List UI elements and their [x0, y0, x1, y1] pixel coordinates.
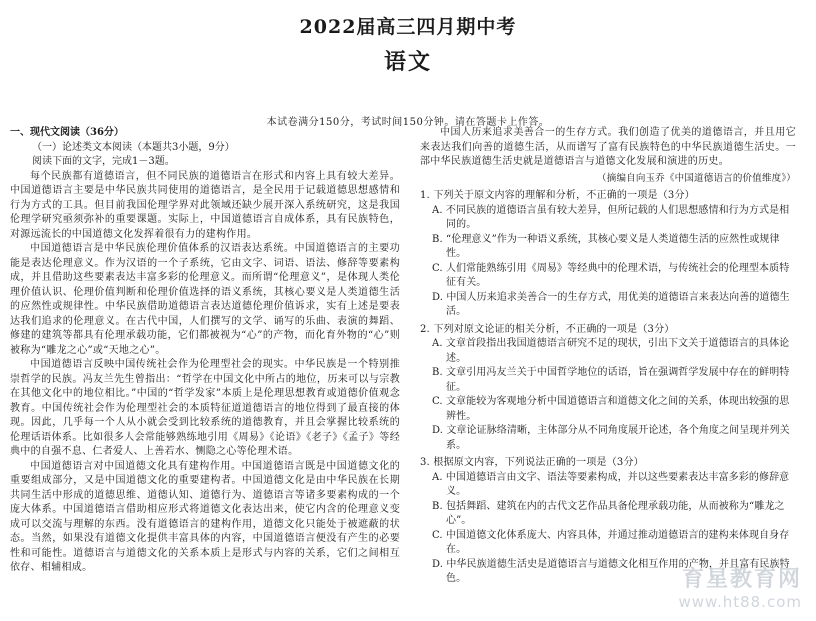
option-b: B. 文章引用冯友兰关于中国哲学地位的话语，旨在强调哲学发展中存在的鲜明特征。: [432, 367, 790, 393]
question-2: [420, 323, 796, 454]
reading-instruction: 阅读下面的文字，完成1－3题。: [32, 156, 175, 167]
passage-paragraph-4: 中国道德语言对中国道德文化具有建构作用。中国道德语言既是中国道德文化的重要组成部分，又是中国道德文化的重要建构者。中国道德文化是由中华民族在长期共同生活中形成的道德思维、道德认知、道德行为、道德语言等诸多要素构成的一个庞大体系。中国道德语言借助相应形式将道德文化表达出来，使它内含的伦理意义变成可以交流与理解的东西。没有道德语言的建构作用，道德文化只能处于被遮蔽的状态。当然，如果没有道德文化提供丰富具体的内容，中国道德语言便没有产生的必要性和可能性。道德语言与道德文化的关系本质上是形式与内容的关系，它们之间相互依存、相辅相成。: [10, 460, 400, 573]
option-c: C. 人们常能熟练引用《周易》等经典中的伦理术语，与传统社会的伦理型本质特征有关。: [432, 262, 790, 288]
option-a: A. 中国道德语言由文字、语法等要素构成，并以这些要素表达丰富多彩的修辞意义。: [432, 471, 790, 497]
question-stem: 2. 下列对原文论证的相关分析，不正确的一项是（3分）: [420, 323, 675, 335]
question-stem: 3. 根据原文内容，下列说法正确的一项是（3分）: [420, 457, 644, 468]
passage-paragraph-2: 中国道德语言是中华民族伦理价值体系的汉语表达系统。中国道德语言的主要功能是表达伦理意义。作为汉语的一个子系统，它由文字、词语、语法、修辞等要素构成，并且借助这些要素表达丰富多彩的伦理意义。而所谓“伦理意义”，是体现人类伦理价值认识、伦理价值判断和伦理价值选择的语义系统，其核心要义是人类道德生活的应然性或规律性。中华民族借助道德语言表达道德伦理价值诉求，实有上述是要表达我们追求的伦理意义。在古代中国，人们撰写的文学、诵写的乐曲、表演的舞蹈、修建的建筑等都具有伦理承载功能，它们都被视为“心”的产物，而化育外物的“心”则被称为“雕龙之心”或“天地之心”。: [10, 243, 400, 356]
passage-paragraph-1: 每个民族都有道德语言，但不同民族的道德语言在形式和内容上具有较大差异。中国道德语言主要是中华民族共同使用的道德语言，是全民用于记载道德思想感情和行为方式的工具。但目前我国伦理学界对此领域还缺少展开深入系统研究，这是我国伦理学研究亟须弥补的重要课题。实际上，中国道德语言自成体系，具有民族特色，对源远流长的中国道德文化发挥着很有力的建构作用。: [10, 170, 400, 240]
section-heading: 一、现代文阅读（36分）: [10, 127, 124, 138]
exam-note: 本试卷满分150分，考试时间150分钟。请在答题卡上作答。: [266, 117, 550, 128]
option-a: A. 不同民族的道德语言虽有较大差异，但所记载的人们思想感情和行为方式是相同的。: [432, 204, 790, 230]
subject-title: 语文: [383, 49, 432, 75]
question-1: [420, 189, 796, 320]
option-d: D. 中华民族道德生活史是道德语言与道德文化相互作用的产物，并且富有民族特色。: [432, 558, 790, 584]
watermark-brand: 育星教育网: [681, 567, 802, 592]
passage-paragraph-5: 中国人历来追求美善合一的生存方式。我们创造了优美的道德语言，并且用它来表达我们向善的道德生活，从而谱写了富有民族特色的中华民族道德生活史。一部中华民族道德生活史就是道德语言与道德文化发展和演进的历史。: [420, 127, 796, 167]
option-c: C. 中国道德文化体系庞大、内容具体，并通过推动道德语言的建构来体现自身存在。: [432, 529, 790, 555]
option-d: D. 中国人历来追求美善合一的生存方式，用优美的道德语言来表达向善的道德生活。: [432, 291, 790, 317]
option-a: A. 文章首段指出我国道德语言研究不足的现状，引出下文关于道德语言的具体论述。: [432, 338, 790, 364]
passage-source: （摘编自向玉乔《中国道德语言的价值维度》）: [597, 172, 796, 184]
right-column: [420, 126, 796, 587]
passage-paragraph-3: 中国道德语言反映中国传统社会作为伦理型社会的现实。中华民族是一个特别推崇哲学的民族。冯友兰先生曾指出：“哲学在中国文化中所占的地位，历来可以与宗教在其他文化中的地位相比。”中国的“哲学发家”本质上是伦理思想教育或道德价值观念教育。中国传统社会作为伦理型社会的本质特征道道德语言的地位得到了最直接的体现。因此，几乎每一个人从小就会受到比较系统的道德教育，并且会掌握比较系统的伦理话语体系。比如很多人会常能够熟练地引用《周易》《论语》《老子》《孟子》等经典中的自强不息、仁者爱人、上善若水、恻隐之心等伦理术语。: [10, 359, 400, 457]
watermark-url: www.ht88.com: [678, 593, 802, 611]
exam-title: 2022届高三四月期中考: [299, 16, 517, 38]
option-d: D. 文章论证脉络清晰，主体部分从不同角度展开论述，各个角度之间呈现并列关系。: [432, 425, 790, 451]
subsection-heading: （一）论述类文本阅读（本题共3小题，9分）: [32, 141, 235, 153]
question-stem: 1. 下列关于原文内容的理解和分析，不正确的一项是（3分）: [420, 190, 695, 201]
option-c: C. 文章能较为客观地分析中国道德语言和道德文化之间的关系，体现出较强的思辨性。: [432, 396, 790, 422]
option-b: B. 包括舞蹈、建筑在内的古代文艺作品具备伦理承载功能，从而被称为“雕龙之心”。: [432, 500, 785, 526]
option-b: B. “伦理意义”作为一种语义系统，其核心要义是人类道德生活的应然性或规律性。: [432, 233, 780, 259]
watermark: [679, 562, 802, 611]
left-column: [10, 126, 400, 576]
